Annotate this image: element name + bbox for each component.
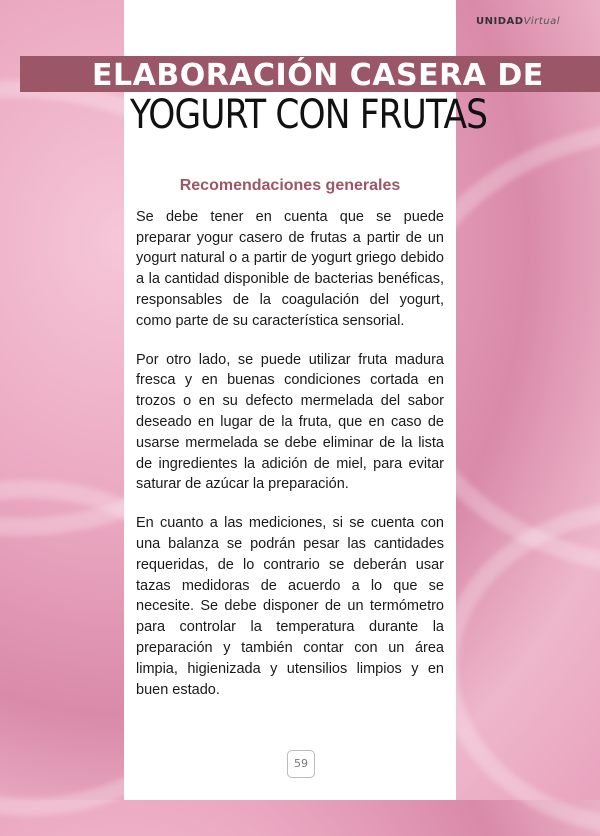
brand-logo [476, 16, 560, 27]
paragraph: En cuanto a las mediciones, si se cuenta con una balanza se podrán pesar las cantidades requeridas, de lo contrario se deberán usar tazas medidoras de acuerdo a lo que se necesite. Se debe disponer de un termómetro para controlar la temperatura durante la preparación y también contar con un área limpia, higienizada y utensilios limpios y en buen estado. [136, 515, 444, 698]
title-line-1: ELABORACIÓN CASERA DE [92, 58, 544, 93]
title-line-2: YOGURT CON FRUTAS [130, 92, 488, 138]
section-content [136, 176, 444, 718]
background-swirl [440, 500, 600, 836]
paragraph: Por otro lado, se puede utilizar fruta madura fresca y en buenas condiciones cortada en trozos o en su defecto mermelada del sabor deseado en lugar de la fruta, que en caso de usarse mermelada se debe eliminar de la lista de ingredientes la adición de miel, para evitar saturar de azúcar la preparación. [136, 351, 444, 493]
page-number: 59 [287, 750, 315, 778]
brand-italic: Virtual [523, 16, 560, 27]
paragraph: Se debe tener en cuenta que se puede preparar yogur casero de frutas a partir de un yogurt natural o a partir de yogurt griego debido a la cantidad disponible de bacterias benéficas, responsables de la coagulación del yogurt, como parte de su característica sensorial. [136, 208, 444, 329]
section-heading: Recomendaciones generales [179, 177, 401, 194]
brand-bold: UNIDAD [476, 16, 524, 27]
